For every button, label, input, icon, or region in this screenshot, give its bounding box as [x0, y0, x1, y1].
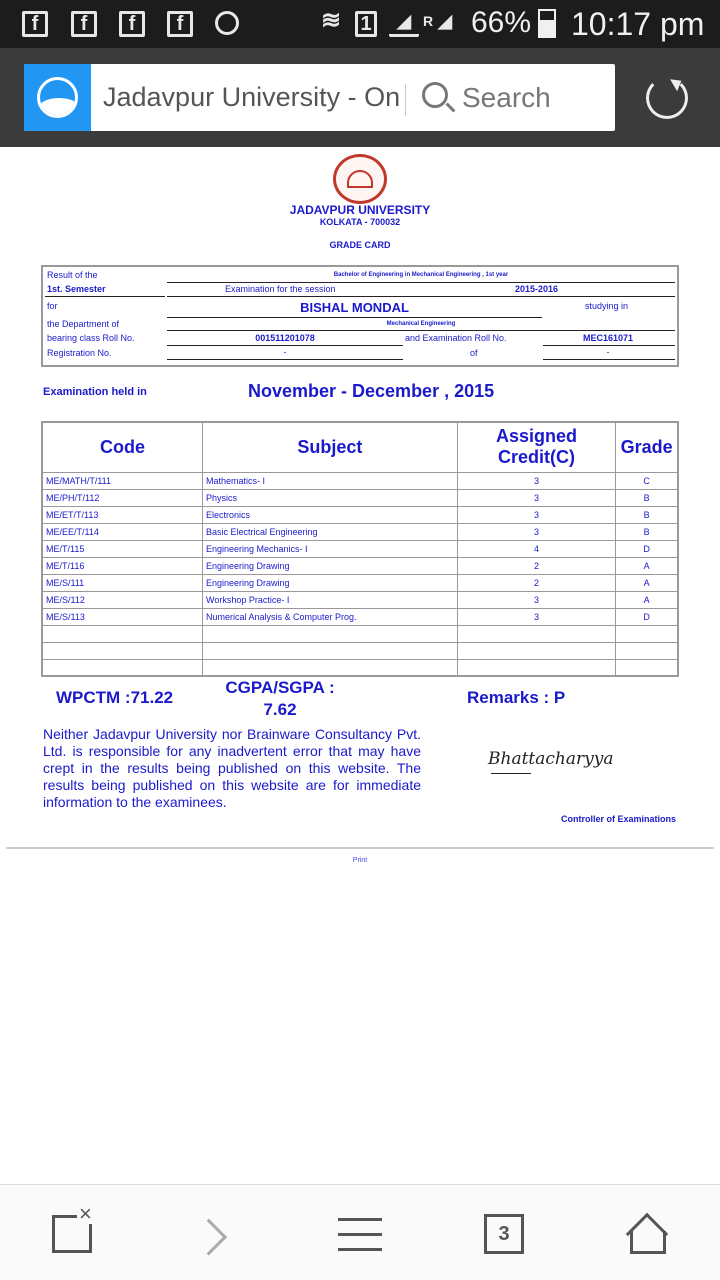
- grade-card-title: GRADE CARD: [329, 240, 391, 250]
- grade-cell: [616, 642, 678, 659]
- grade-cell: [616, 625, 678, 642]
- address-divider: [405, 84, 406, 116]
- clock: 10:17 pm: [571, 6, 705, 42]
- course-code-cell: [42, 625, 203, 642]
- program-name: Bachelor of Engineering in Mechanical Engineering , 1st year: [333, 272, 509, 278]
- status-bar: [0, 0, 720, 48]
- exam-roll-underline: [543, 345, 675, 346]
- credit-column-header: Assigned Credit(C): [457, 422, 615, 472]
- battery-level: [540, 20, 554, 37]
- disclaimer-text: Neither Jadavpur University nor Brainware Consultancy Pvt. Ltd. is responsible for any inadvertent error that may have crept in the results being published on this website. The results being published on this website are for immediate information to the examinees.: [43, 726, 421, 810]
- signature-stroke: [491, 773, 531, 774]
- session: 2015-2016: [515, 284, 559, 294]
- subject-cell: Physics: [203, 489, 458, 506]
- grade-cell: B: [616, 523, 678, 540]
- browser-toolbar: [0, 48, 720, 147]
- code-column-header: Code: [42, 422, 203, 472]
- course-code-cell: ME/ET/T/113: [42, 506, 203, 523]
- search-button-label[interactable]: Search: [462, 82, 551, 113]
- department-underline: [167, 330, 675, 331]
- subject-cell: [203, 642, 458, 659]
- search-icon[interactable]: [422, 82, 448, 108]
- semester: 1st. Semester: [47, 284, 106, 294]
- controller-signature: Bhattacharyya: [488, 749, 614, 769]
- table-header-row: [42, 422, 678, 472]
- web-page: [0, 147, 720, 1184]
- university-seal-logo: [333, 154, 387, 204]
- subject-cell: Numerical Analysis & Computer Prog.: [203, 608, 458, 625]
- table-row: [42, 642, 678, 659]
- site-badge-wave: [37, 98, 78, 118]
- table-row: [42, 523, 678, 540]
- subject-cell: Basic Electrical Engineering: [203, 523, 458, 540]
- course-code-cell: [42, 642, 203, 659]
- student-info-box: [41, 265, 679, 367]
- facebook-notification-icon: f: [71, 11, 97, 37]
- subject-cell: Engineering Drawing: [203, 574, 458, 591]
- class-roll-label: bearing class Roll No.: [47, 333, 135, 343]
- course-code-cell: ME/EE/T/114: [42, 523, 203, 540]
- cgpa-label: CGPA/SGPA :: [225, 678, 335, 697]
- wifi-icon: ≋: [320, 7, 342, 34]
- course-code-cell: ME/S/112: [42, 591, 203, 608]
- forward-arrow-icon[interactable]: [190, 1219, 227, 1256]
- subject-cell: [203, 625, 458, 642]
- semester-underline: [45, 296, 165, 297]
- subject-cell: Workshop Practice- I: [203, 591, 458, 608]
- signal-bars-icon: ◢: [438, 11, 452, 31]
- grades-table-body: [42, 472, 678, 676]
- studying-in-label: studying in: [585, 301, 629, 311]
- table-row: [42, 574, 678, 591]
- grade-cell: A: [616, 591, 678, 608]
- battery-percent: 66%: [471, 6, 532, 39]
- close-tab-icon[interactable]: [52, 1215, 92, 1253]
- university-city: KOLKATA - 700032: [319, 217, 401, 227]
- department-label: the Department of: [47, 319, 120, 329]
- home-icon[interactable]: [627, 1213, 669, 1255]
- table-row: [42, 472, 678, 489]
- table-row: [42, 557, 678, 574]
- grade-column-header: Grade: [616, 422, 678, 472]
- course-code-cell: ME/MATH/T/111: [42, 472, 203, 489]
- sync-notification-icon: [215, 11, 239, 35]
- facebook-notification-icon: f: [22, 11, 48, 37]
- browser-bottom-nav: [0, 1184, 720, 1280]
- credit-cell: 2: [457, 574, 615, 591]
- subject-column-header: Subject: [203, 422, 458, 472]
- registration-label: Registration No.: [47, 348, 112, 358]
- department: Mechanical Engineering: [386, 321, 456, 327]
- course-code-cell: ME/T/116: [42, 557, 203, 574]
- university-name: JADAVPUR UNIVERSITY: [289, 203, 431, 217]
- reload-icon[interactable]: [646, 77, 688, 119]
- roaming-indicator: R: [422, 13, 434, 29]
- exam-held-period: November - December , 2015: [248, 381, 495, 401]
- home-body: [630, 1231, 666, 1254]
- subject-cell: Electronics: [203, 506, 458, 523]
- remarks: Remarks : P: [467, 688, 566, 707]
- wpctm-score: WPCTM :71.22: [56, 688, 174, 707]
- credit-cell: 3: [457, 591, 615, 608]
- of-label: of: [470, 348, 478, 358]
- table-row: [42, 540, 678, 557]
- course-code-cell: [42, 659, 203, 676]
- grade-cell: [616, 659, 678, 676]
- subject-cell: Mathematics- I: [203, 472, 458, 489]
- credit-cell: 3: [457, 608, 615, 625]
- credit-cell: 3: [457, 506, 615, 523]
- subject-cell: Engineering Drawing: [203, 557, 458, 574]
- grade-cell: B: [616, 489, 678, 506]
- table-row: [42, 608, 678, 625]
- credit-cell: 4: [457, 540, 615, 557]
- exam-held-label: Examination held in: [43, 386, 147, 398]
- site-badge-icon[interactable]: [24, 64, 91, 131]
- grade-cell: A: [616, 557, 678, 574]
- exam-session-label: Examination for the session: [225, 284, 336, 294]
- table-row: [42, 625, 678, 642]
- menu-line: [338, 1233, 382, 1236]
- exam-roll-label: and Examination Roll No.: [405, 333, 507, 343]
- page-divider: [6, 847, 714, 849]
- class-roll-number: 001511201078: [255, 333, 315, 343]
- credit-cell: [457, 642, 615, 659]
- session-underline: [167, 296, 675, 297]
- exam-roll-number: MEC161071: [582, 333, 634, 343]
- grade-cell: D: [616, 540, 678, 557]
- course-code-cell: ME/T/115: [42, 540, 203, 557]
- registration-underline: [167, 359, 403, 360]
- course-code-cell: ME/S/111: [42, 574, 203, 591]
- grade-cell: A: [616, 574, 678, 591]
- signal-icon: ◢: [389, 11, 419, 37]
- site-badge-glyph: [37, 77, 78, 118]
- table-row: [42, 489, 678, 506]
- credit-cell: 3: [457, 523, 615, 540]
- student-name: BISHAL MONDAL: [300, 300, 409, 315]
- subject-cell: [203, 659, 458, 676]
- page-title-url[interactable]: Jadavpur University - On: [103, 82, 401, 112]
- credit-cell: [457, 625, 615, 642]
- grade-cell: C: [616, 472, 678, 489]
- subject-cell: Engineering Mechanics- I: [203, 540, 458, 557]
- menu-line: [338, 1218, 382, 1221]
- battery-icon: [538, 9, 556, 38]
- for-label: for: [47, 301, 58, 311]
- credit-cell: 3: [457, 472, 615, 489]
- registration-number: -: [283, 347, 287, 357]
- credit-cell: 3: [457, 489, 615, 506]
- program-underline: [167, 282, 675, 283]
- result-of-label: Result of the: [47, 270, 98, 280]
- facebook-notification-icon: f: [119, 11, 145, 37]
- name-underline: [167, 317, 542, 318]
- grade-cell: B: [616, 506, 678, 523]
- cgpa-value: 7.62: [263, 700, 297, 719]
- table-row: [42, 659, 678, 676]
- controller-of-examinations: Controller of Examinations: [560, 814, 676, 824]
- credit-cell: [457, 659, 615, 676]
- menu-line: [338, 1248, 382, 1251]
- credit-cell: 2: [457, 557, 615, 574]
- course-code-cell: ME/S/113: [42, 608, 203, 625]
- grades-table: [41, 421, 679, 677]
- address-bar[interactable]: [24, 64, 615, 131]
- facebook-notification-icon: f: [167, 11, 193, 37]
- tab-count-button[interactable]: 3: [484, 1214, 524, 1254]
- menu-icon[interactable]: [338, 1218, 382, 1252]
- table-row: [42, 591, 678, 608]
- of-value: -: [606, 347, 610, 357]
- of-underline: [543, 359, 675, 360]
- seal-emblem: [347, 170, 373, 188]
- print-link[interactable]: Print: [352, 857, 368, 864]
- class-roll-underline: [167, 345, 403, 346]
- sim-badge: 1: [355, 11, 377, 37]
- course-code-cell: ME/PH/T/112: [42, 489, 203, 506]
- table-row: [42, 506, 678, 523]
- grade-cell: D: [616, 608, 678, 625]
